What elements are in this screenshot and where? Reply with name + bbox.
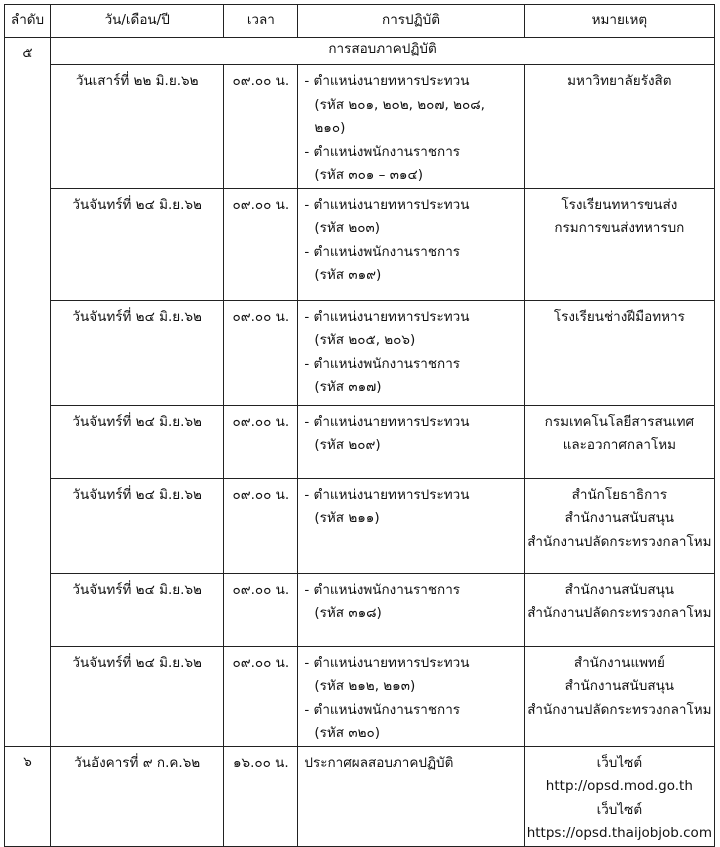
activity-code: (รหัส ๒๑๑) [314, 510, 380, 526]
row-remark [524, 746, 714, 846]
activity-item: - ตำแหน่งพนักงานราชการ [304, 143, 461, 160]
remark-line: มหาวิทยาลัยรังสิต [567, 73, 672, 89]
row-activity [298, 188, 524, 300]
activity-code: ๒๑๐) [314, 120, 346, 136]
section-5-seq: ๕ [5, 38, 51, 747]
remark-line: โรงเรียนช่างฝีมือทหาร [553, 308, 685, 325]
activity-item: - ตำแหน่งนายทหารประทวน [304, 308, 470, 325]
activity-item: - ตำแหน่งนายทหารประทวน [304, 413, 470, 430]
remark-line: สำนักงานปลัดกระทรวงกลาโหม [527, 605, 712, 621]
row-remark [524, 478, 714, 573]
activity-item: - ตำแหน่งนายทหารประทวน [304, 654, 470, 671]
remark-line: โรงเรียนทหารขนส่ง [561, 196, 678, 213]
header-row [5, 5, 715, 38]
activity-code: (รหัส ๓๑๘) [314, 605, 382, 621]
row-activity [298, 646, 524, 746]
activity-item: - ตำแหน่งพนักงานราชการ [304, 355, 461, 372]
row-time: ๐๙.๐๐ น. [224, 405, 298, 478]
table-row [5, 188, 715, 300]
table-row [5, 405, 715, 478]
row-time: ๐๙.๐๐ น. [224, 573, 298, 646]
remark-line: สำนักงานปลัดกระทรวงกลาโหม [527, 533, 712, 550]
activity-code: (รหัส ๓๒๐) [314, 725, 380, 741]
row-activity [298, 405, 524, 478]
activity-item: - ตำแหน่งพนักงานราชการ [304, 243, 461, 260]
remark-line: สำนักงานปลัดกระทรวงกลาโหม [527, 701, 712, 718]
row-date: วันจันทร์ที่ ๒๔ มิ.ย.๖๒ [51, 405, 224, 478]
remark-line: กรมเทคโนโลยีสารสนเทศ [544, 413, 695, 430]
row-activity [298, 746, 524, 846]
activity-item: - ตำแหน่งนายทหารประทวน [304, 73, 470, 89]
row-date: วันจันทร์ที่ ๒๔ มิ.ย.๖๒ [51, 573, 224, 646]
table-row [5, 478, 715, 573]
row-remark [524, 646, 714, 746]
row-activity [298, 300, 524, 405]
row-time: ๐๙.๐๐ น. [224, 300, 298, 405]
section-5-title: การสอบภาคปฏิบัติ [51, 38, 715, 65]
row-activity [298, 65, 524, 189]
remark-line: สำนักงานแพทย์ [573, 654, 665, 671]
remark-line: สำนักงานสนับสนุน [564, 581, 675, 598]
row-date: วันจันทร์ที่ ๒๔ มิ.ย.๖๒ [51, 646, 224, 746]
activity-code: (รหัส ๒๑๒, ๒๑๓) [314, 678, 416, 694]
header-time: เวลา [224, 5, 298, 38]
activity-item: - ตำแหน่งนายทหารประทวน [304, 486, 470, 503]
remark-line: สำนักงานสนับสนุน [564, 678, 675, 694]
row-remark [524, 65, 714, 189]
table-row [5, 65, 715, 189]
row-activity [298, 573, 524, 646]
remark-line: เว็บไซต์ [596, 801, 643, 818]
activity-item: ประกาศผลสอบภาคปฏิบัติ [304, 754, 454, 771]
schedule-table [4, 4, 715, 847]
remark-line: สำนักงานสนับสนุน [564, 510, 675, 526]
row-date: วันเสาร์ที่ ๒๒ มิ.ย.๖๒ [51, 65, 224, 189]
row-time: ๐๙.๐๐ น. [224, 65, 298, 189]
header-remark: หมายเหตุ [524, 5, 714, 38]
row-remark [524, 405, 714, 478]
table-row [5, 646, 715, 746]
table-row [5, 573, 715, 646]
header-activity: การปฏิบัติ [298, 5, 524, 38]
row-time: ๑๖.๐๐ น. [224, 746, 298, 846]
row-time: ๐๙.๐๐ น. [224, 646, 298, 746]
table-row [5, 746, 715, 846]
row-date: วันจันทร์ที่ ๒๔ มิ.ย.๖๒ [51, 478, 224, 573]
activity-code: (รหัส ๓๑๗) [314, 379, 382, 395]
row-remark [524, 300, 714, 405]
row-date: วันจันทร์ที่ ๒๔ มิ.ย.๖๒ [51, 188, 224, 300]
activity-code: (รหัส ๒๐๑, ๒๐๒, ๒๐๗, ๒๐๘, [314, 96, 485, 113]
website-link[interactable]: https://opsd.thaijobjob.com [526, 825, 712, 841]
section-6-seq: ๖ [5, 746, 51, 846]
remark-line: และอวกาศกลาโหม [562, 437, 677, 453]
row-remark [524, 188, 714, 300]
row-activity [298, 478, 524, 573]
activity-code: (รหัส ๓๐๑ – ๓๑๔) [314, 167, 423, 183]
website-link[interactable]: เว็บไซต์ http://opsd.mod.go.th [545, 754, 693, 794]
header-date: วัน/เดือน/ปี [51, 5, 224, 38]
activity-item: - ตำแหน่งพนักงานราชการ [304, 701, 461, 718]
section-5-title-row [5, 38, 715, 65]
row-time: ๐๙.๐๐ น. [224, 478, 298, 573]
activity-code: (รหัส ๒๐๕, ๒๐๖) [314, 332, 416, 348]
activity-code: (รหัส ๒๐๓) [314, 220, 380, 236]
table-row [5, 300, 715, 405]
row-date: วันอังคารที่ ๙ ก.ค.๖๒ [51, 746, 224, 846]
row-time: ๐๙.๐๐ น. [224, 188, 298, 300]
row-remark [524, 573, 714, 646]
remark-line: สำนักโยธาธิการ [571, 486, 668, 503]
activity-code: (รหัส ๓๑๙) [314, 267, 382, 283]
header-seq: ลำดับ [5, 5, 51, 38]
remark-line: กรมการขนส่งทหารบก [554, 220, 685, 236]
row-date: วันจันทร์ที่ ๒๔ มิ.ย.๖๒ [51, 300, 224, 405]
activity-item: - ตำแหน่งพนักงานราชการ [304, 581, 461, 598]
activity-item: - ตำแหน่งนายทหารประทวน [304, 196, 470, 213]
activity-code: (รหัส ๒๐๙) [314, 437, 381, 453]
